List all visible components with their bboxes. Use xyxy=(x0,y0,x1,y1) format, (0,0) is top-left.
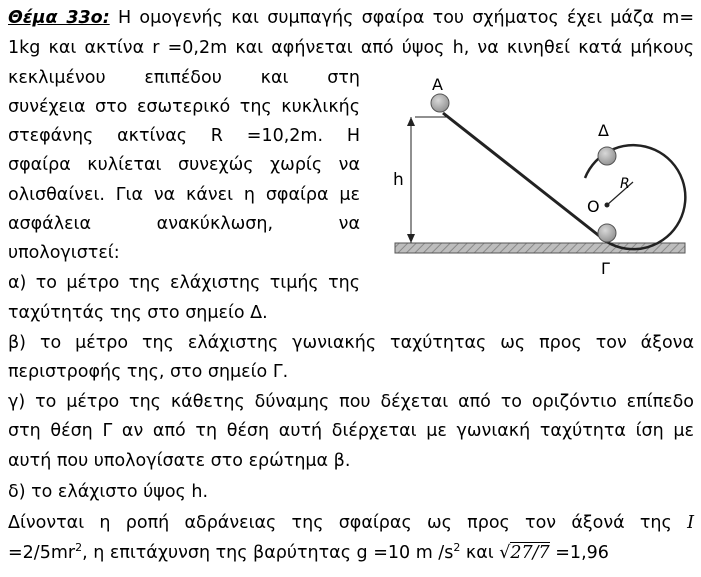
text-line: συνέχεια στο εσωτερικό της κυκλικής xyxy=(8,97,360,117)
text-line: στεφάνης ακτίνας R =10,2m. Η xyxy=(8,126,360,146)
sphere-at-A xyxy=(431,94,449,112)
sphere-at-Delta xyxy=(598,147,616,165)
label-A: A xyxy=(432,75,443,94)
loop-the-loop-figure xyxy=(385,70,690,285)
intro-text-1: Η ομογενής και συμπαγής σφαίρα του σχήματος έχει μάζα m= xyxy=(117,8,694,28)
text-line: ολισθαίνει. Για να κάνει η σφαίρα με xyxy=(8,185,360,205)
question-a-line-1: α) το μέτρο της ελάχιστης τιμής της xyxy=(8,273,360,293)
sqrt-expression: 27/7 xyxy=(510,543,550,563)
text-line: κεκλιμένου επιπέδου και στη xyxy=(8,68,360,88)
question-a-line-2: ταχύτητάς της στο σημείο Δ. xyxy=(8,303,268,323)
label-R: R xyxy=(620,176,630,192)
text-line: σφαίρα κυλίεται συνεχώς χωρίς να xyxy=(8,155,360,175)
intro-line-1 xyxy=(8,5,694,31)
question-b-line-1: β) το μέτρο της ελάχιστης γωνιακής ταχύτητας ως προς τον άξονα xyxy=(8,333,694,353)
inertia-formula: =2/5mr xyxy=(8,543,76,563)
gravity-text: , η επιτάχυνση της βαρύτητας g =10 m /s xyxy=(82,543,454,563)
sphere-at-Gamma xyxy=(598,224,616,242)
given-text: Δίνονται η ροπή αδράνειας της σφαίρας ως προς τον άξονά της xyxy=(8,513,672,533)
incline xyxy=(443,113,607,242)
text-line: υπολογιστεί: xyxy=(8,243,120,263)
question-c-line-3: αυτή που υπολογίσατε στο ερώτημα β. xyxy=(8,451,351,471)
question-c-line-2: στη θέση Γ αν από τη θέση αυτή διέρχεται με γωνιακή ταχύτητα ίση με xyxy=(8,421,694,441)
sqrt-radical: √ xyxy=(499,543,511,563)
question-b-line-2: περιστροφής της, στο σημείο Γ. xyxy=(8,362,289,382)
exponent: 2 xyxy=(453,541,461,555)
question-d-line: δ) το ελάχιστο ύψος h. xyxy=(8,482,209,502)
label-Delta: Δ xyxy=(598,121,609,140)
given-line-1 xyxy=(8,510,694,536)
intro-line-2: 1kg και ακτίνα r =0,2m και αφήνεται από ύψος h, να κινηθεί κατά μήκους xyxy=(8,38,694,58)
height-arrow-head-top xyxy=(407,117,415,126)
label-O: O xyxy=(587,197,600,216)
height-arrow-head-bottom xyxy=(407,234,415,243)
question-c-line-1: γ) το μέτρο της κάθετης δύναμης που δέχεται από το οριζόντιο επίπεδο xyxy=(8,392,694,412)
label-h: h xyxy=(393,170,404,190)
given-line-2 xyxy=(8,540,609,566)
label-Gamma: Γ xyxy=(601,259,610,278)
and-text: και xyxy=(460,543,500,563)
text-line: ασφάλεια ανακύκλωση, να xyxy=(8,214,360,234)
exponent: 2 xyxy=(75,541,83,555)
inertia-symbol: I xyxy=(687,513,694,533)
problem-title: Θέμα 33ο: xyxy=(8,8,110,28)
sqrt-value: =1,96 xyxy=(549,543,609,563)
